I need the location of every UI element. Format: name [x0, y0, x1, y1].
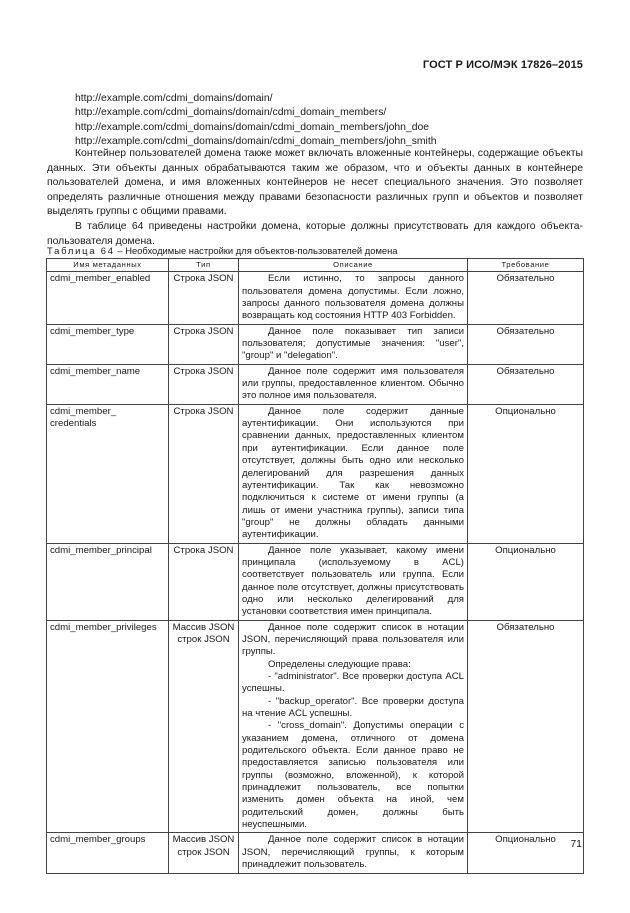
- requirement-cell: Обязательно: [468, 364, 584, 404]
- table-row: [47, 272, 584, 324]
- metadata-name-cell: cdmi_member_ credentials: [47, 404, 169, 543]
- metadata-name-cell: cdmi_member_privileges: [47, 620, 169, 833]
- table-caption-text: – Необходимые настройки для объектов-пользователей домена: [114, 245, 398, 256]
- requirement-cell: Обязательно: [468, 272, 584, 324]
- column-header: Требование: [468, 259, 584, 272]
- description-paragraph: Данное поле указывает, какому имени принципала (используемому в ACL) соответствует пользователь или группа. Если данное поле отсутствует, должны присутствовать одно или несколько делегирований для установки соответствия имен принципала.: [242, 544, 464, 618]
- table-row: [47, 364, 584, 404]
- requirement-cell: Обязательно: [468, 620, 584, 833]
- description-cell: [239, 833, 468, 873]
- description-paragraph: Определены следующие права:: [268, 658, 411, 670]
- paragraph: В таблице 64 приведены настройки домена, которые должны присутствовать для каждого объекта-пользователя домена.: [47, 220, 583, 247]
- description-paragraph: Данное поле содержит данные аутентификации. Они используются при сравнении данных, предоставленных клиентом при аутентификации. Если данное поле отсутствует, должны быть одно или несколько делегирований для разрешения данных аутентификации. Так как невозможно подключиться к системе от имени группы (а лишь от имени участника группы), записи типа "group" не должны обладать данными аутентификации.: [242, 405, 464, 541]
- table-caption-label: Таблица 64: [47, 245, 115, 256]
- type-cell: Массив JSON строк JSON: [169, 620, 239, 833]
- table-row: [47, 324, 584, 364]
- type-cell: Массив JSON строк JSON: [169, 833, 239, 873]
- column-header: Тип: [169, 259, 239, 272]
- description-cell: [239, 404, 468, 543]
- requirement-cell: Обязательно: [468, 324, 584, 364]
- type-cell: Строка JSON: [169, 543, 239, 620]
- url-line: http://example.com/cdmi_domains/domain/cdmi_domain_members/: [75, 107, 387, 119]
- table-row: [47, 404, 584, 543]
- page-number: 71: [570, 838, 582, 850]
- description-cell: [239, 543, 468, 620]
- description-paragraph: Если истинно, то запросы данного пользователя домена допустимы. Если ложно, запросы данного пользователя домена должны возвращать код состояния HTTP 403 Forbidden.: [242, 273, 464, 322]
- description-paragraph: - "backup_operator". Все проверки доступа на чтение ACL успешны.: [242, 695, 464, 720]
- description-paragraph: - "cross_domain". Допустимы операции с указанием домена, отличного от домена родительского объекта. Если данное право не предоставляется записью пользователя или группы (возможно, вложенной), к которой принадлежит пользователь, все попытки изменить домен объекта на иной, чем родительский домен, должны быть неуспешными.: [242, 720, 464, 831]
- document-header: ГОСТ Р ИСО/МЭК 17826–2015: [422, 59, 583, 71]
- description-paragraph: Данное поле содержит список в нотации JSON, перечисляющий права пользователя или группы.: [242, 621, 464, 658]
- table-caption: [47, 245, 398, 256]
- table-row: [47, 620, 584, 833]
- description-paragraph: Данное поле содержит список в нотации JSON, перечисляющий группы, к которым принадлежит пользователь.: [242, 834, 464, 871]
- column-header: Описание: [239, 259, 468, 272]
- metadata-name-cell: cdmi_member_enabled: [47, 272, 169, 324]
- requirement-cell: Опционально: [468, 833, 584, 873]
- metadata-name-cell: cdmi_member_principal: [47, 543, 169, 620]
- url-list: [75, 92, 437, 149]
- type-cell: Строка JSON: [169, 324, 239, 364]
- type-cell: Строка JSON: [169, 364, 239, 404]
- type-cell: Строка JSON: [169, 272, 239, 324]
- description-cell: [239, 324, 468, 364]
- body-text: [47, 147, 583, 249]
- description-cell: [239, 620, 468, 833]
- description-cell: [239, 272, 468, 324]
- settings-table: [46, 258, 584, 874]
- description-paragraph: Данное поле содержит имя пользователя или группы, предоставленное клиентом. Обычно это полное имя пользователя.: [242, 365, 464, 402]
- paragraph: Контейнер пользователей домена также может включать вложенные контейнеры, содержащие объекты данных. Эти объекты данных обрабатываются таким же образом, что и объекты данных в контейнере пользователей домена, и имя вложенных контейнеров не несет специального значения. Это позволяет определять различные отношения между правами безопасности различных групп и объектов и позволяет выделять группы с общими правами.: [47, 148, 583, 218]
- column-header: Имя метаданных: [47, 259, 169, 272]
- description-paragraph: Данное поле показывает тип записи пользователя; допустимые значения: "user", "group" и "delegation".: [242, 325, 464, 362]
- type-cell: Строка JSON: [169, 404, 239, 543]
- metadata-name-cell: cdmi_member_groups: [47, 833, 169, 873]
- requirement-cell: Опционально: [468, 543, 584, 620]
- metadata-name-cell: cdmi_member_type: [47, 324, 169, 364]
- description-cell: [239, 364, 468, 404]
- table-row: [47, 543, 584, 620]
- description-paragraph: - "administrator". Все проверки доступа ACL успешны.: [242, 671, 464, 695]
- url-line: http://example.com/cdmi_domains/domain/: [75, 93, 273, 104]
- table-header-row: [47, 259, 584, 272]
- metadata-name-cell: cdmi_member_name: [47, 364, 169, 404]
- table-row: [47, 833, 584, 873]
- url-line: http://example.com/cdmi_domains/domain/cdmi_domain_members/john_doe: [75, 121, 430, 133]
- url-line: http://example.com/cdmi_domains/domain/cdmi_domain_members/john_smith: [75, 135, 437, 147]
- requirement-cell: Опционально: [468, 404, 584, 543]
